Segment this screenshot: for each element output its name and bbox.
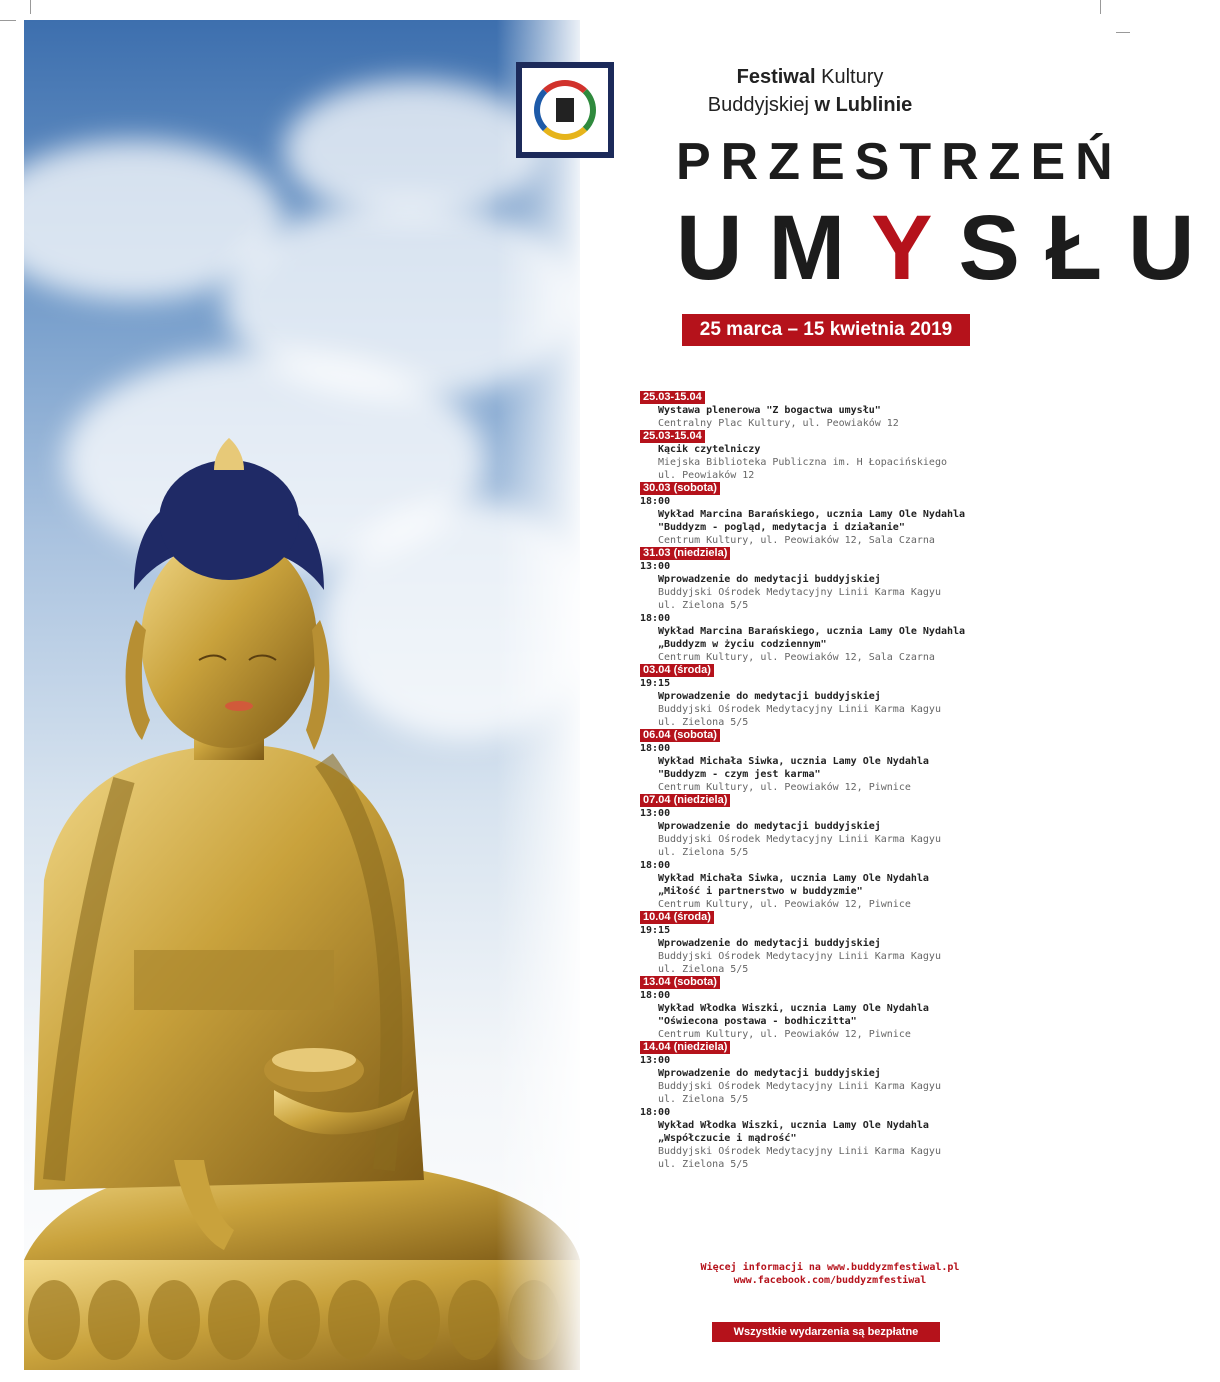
event-title: Wystawa plenerowa "Z bogactwa umysłu" <box>658 405 881 416</box>
title-line-1: PRZESTRZEŃ <box>676 133 1123 191</box>
crop-mark <box>1100 0 1101 14</box>
festival-name-line2: Buddyjskiej w Lublinie <box>707 94 913 116</box>
event-title: Wykład Włodka Wiszki, ucznia Lamy Ole Nydahla „Współczucie i mądrość" <box>658 1120 929 1144</box>
day-tag: 03.04 (środa) <box>640 664 714 677</box>
day-tag: 31.03 (niedziela) <box>640 547 730 560</box>
event-title: Wprowadzenie do medytacji buddyjskiej <box>658 821 881 832</box>
event-time: 18:00 <box>640 743 671 754</box>
event-place: ul. Zielona 5/5 <box>658 717 749 728</box>
festival-dates: 25 marca – 15 kwietnia 2019 <box>682 314 970 346</box>
day-tag: 14.04 (niedziela) <box>640 1041 730 1054</box>
event-title: Wykład Marcina Barańskiego, ucznia Lamy Ole Nydahla "Buddyzm - pogląd, medytacja i działanie" <box>658 509 966 533</box>
event-time: 13:00 <box>640 561 671 572</box>
event-title: Wprowadzenie do medytacji buddyjskiej <box>658 691 881 702</box>
crop-mark <box>30 0 31 14</box>
event-title: Wprowadzenie do medytacji buddyjskiej <box>658 574 881 585</box>
event-title: Wykład Marcina Barańskiego, ucznia Lamy Ole Nydahla „Buddyzm w życiu codziennym" <box>658 626 966 650</box>
day-tag: 30.03 (sobota) <box>640 482 720 495</box>
event-place: Centralny Plac Kultury, ul. Peowiaków 12 <box>658 418 899 429</box>
free-events-banner: Wszystkie wydarzenia są bezpłatne <box>712 1322 940 1342</box>
event-place: Buddyjski Ośrodek Medytacyjny Linii Karma Kagyu <box>658 587 941 598</box>
event-time: 13:00 <box>640 1055 671 1066</box>
day-tag: 06.04 (sobota) <box>640 729 720 742</box>
day-tag: 25.03-15.04 <box>640 430 705 443</box>
event-time: 18:00 <box>640 613 671 624</box>
crop-mark <box>1116 32 1130 33</box>
crop-mark <box>0 20 16 21</box>
event-place: Centrum Kultury, ul. Peowiaków 12, Sala Czarna <box>658 652 935 663</box>
event-place: Buddyjski Ośrodek Medytacyjny Linii Karma Kagyu <box>658 704 941 715</box>
event-place: Buddyjski Ośrodek Medytacyjny Linii Karma Kagyu <box>658 834 941 845</box>
day-tag: 10.04 (środa) <box>640 911 714 924</box>
event-place: Buddyjski Ośrodek Medytacyjny Linii Karma Kagyu <box>658 951 941 962</box>
event-place: Centrum Kultury, ul. Peowiaków 12, Piwnice <box>658 899 911 910</box>
event-place: Buddyjski Ośrodek Medytacyjny Linii Karma Kagyu <box>658 1081 941 1092</box>
festival-logo <box>516 62 614 158</box>
event-title: Wykład Michała Siwka, ucznia Lamy Ole Nydahla „Miłość i partnerstwo w buddyzmie" <box>658 873 929 897</box>
event-time: 13:00 <box>640 808 671 819</box>
title-line-2: UMYSŁU <box>676 197 1220 299</box>
event-place: ul. Zielona 5/5 <box>658 1094 749 1105</box>
day-tag: 07.04 (niedziela) <box>640 794 730 807</box>
event-time: 18:00 <box>640 496 671 507</box>
more-info-text: Więcej informacji na www.buddyzmfestiwal.pl <box>700 1262 960 1273</box>
event-title: Wprowadzenie do medytacji buddyjskiej <box>658 1068 881 1079</box>
day-tag: 13.04 (sobota) <box>640 976 720 989</box>
event-place: ul. Zielona 5/5 <box>658 847 749 858</box>
event-title: Kącik czytelniczy <box>658 444 761 455</box>
event-time: 19:15 <box>640 678 671 689</box>
event-title: Wykład Włodka Wiszki, ucznia Lamy Ole Nydahla "Oświecona postawa - bodhiczitta" <box>658 1003 929 1027</box>
festival-name-line1: Festiwal Kultury <box>736 66 884 88</box>
event-place: Centrum Kultury, ul. Peowiaków 12, Sala Czarna <box>658 535 935 546</box>
event-time: 18:00 <box>640 860 671 871</box>
facebook-link[interactable]: www.facebook.com/buddyzmfestiwal <box>733 1275 927 1286</box>
event-place: ul. Zielona 5/5 <box>658 1159 749 1170</box>
event-time: 18:00 <box>640 990 671 1001</box>
event-schedule <box>640 391 1020 1171</box>
event-place: ul. Zielona 5/5 <box>658 964 749 975</box>
event-place: ul. Zielona 5/5 <box>658 600 749 611</box>
event-place: Buddyjski Ośrodek Medytacyjny Linii Karma Kagyu <box>658 1146 941 1157</box>
day-tag: 25.03-15.04 <box>640 391 705 404</box>
event-place: ul. Peowiaków 12 <box>658 470 755 481</box>
buddha-illustration <box>24 20 580 1370</box>
event-place: Centrum Kultury, ul. Peowiaków 12, Piwnice <box>658 1029 911 1040</box>
event-title: Wykład Michała Siwka, ucznia Lamy Ole Nydahla "Buddyzm - czym jest karma" <box>658 756 929 780</box>
event-title: Wprowadzenie do medytacji buddyjskiej <box>658 938 881 949</box>
event-place: Miejska Biblioteka Publiczna im. H Łopacińskiego <box>658 457 947 468</box>
event-time: 18:00 <box>640 1107 671 1118</box>
event-place: Centrum Kultury, ul. Peowiaków 12, Piwnice <box>658 782 911 793</box>
event-time: 19:15 <box>640 925 671 936</box>
